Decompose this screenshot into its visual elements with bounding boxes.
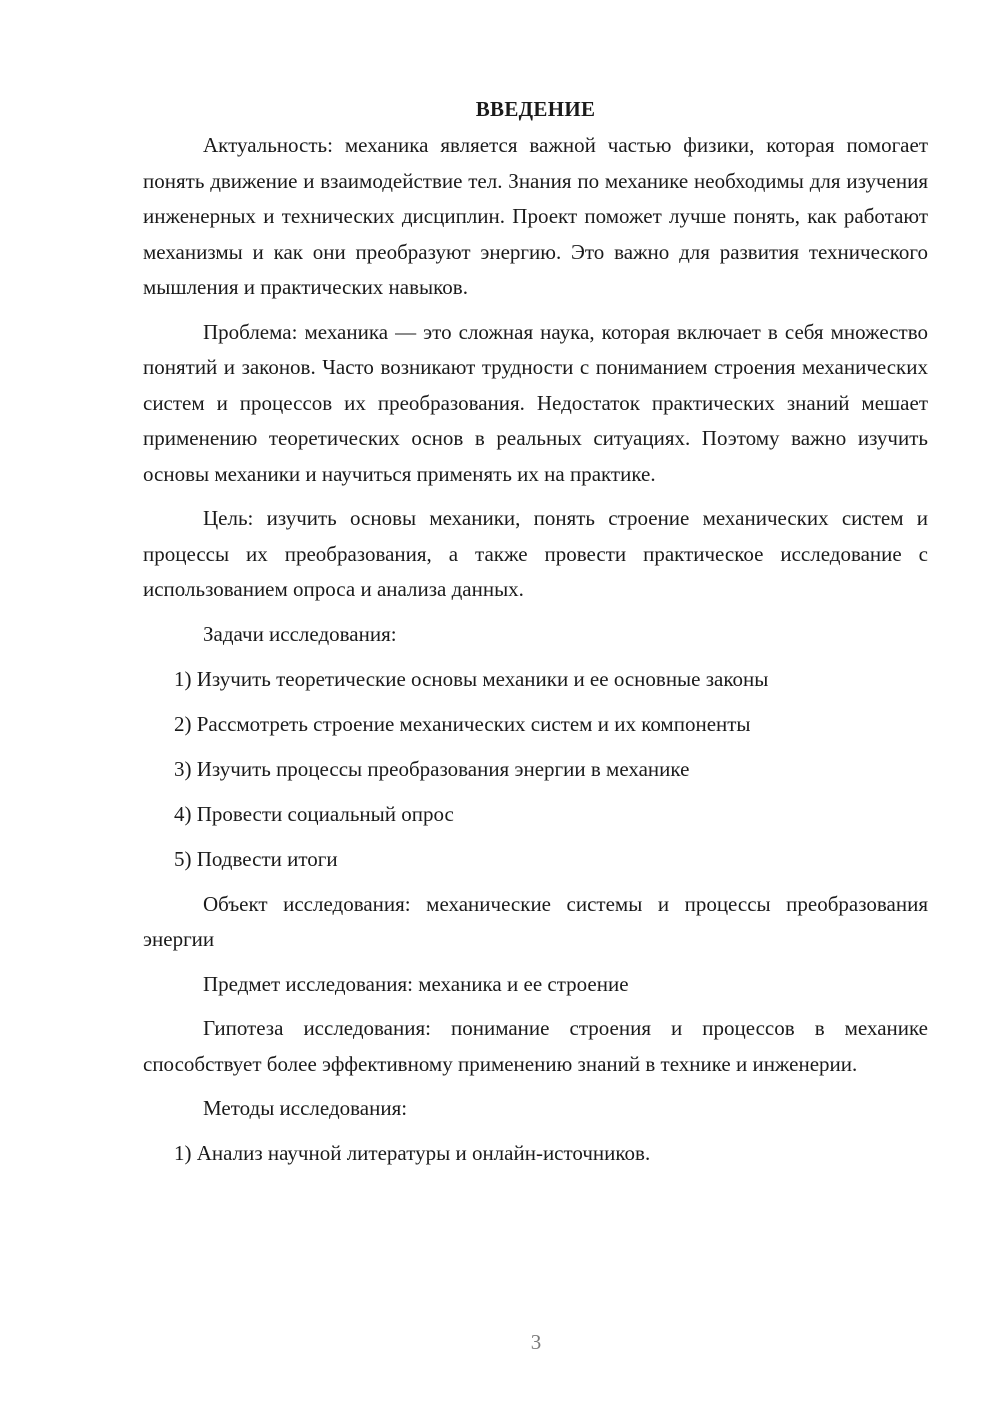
page-number: 3 — [530, 1330, 542, 1354]
object-paragraph: Объект исследования: механические системы и процессы преобразования энергии — [143, 891, 928, 951]
problem-paragraph: Проблема: механика — это сложная наука, которая включает в себя множество понятий и законов. Часто возникают трудности с пониманием строения механических систем и процессов их преобразования. Недостаток практических знаний мешает применению теоретических основ в реальных ситуациях. Поэтому важно изучить основы механики и научиться применять их на практике. — [143, 319, 928, 486]
goal-paragraph: Цель: изучить основы механики, понять строение механических систем и процессы их преобразования, а также провести практическое исследование с использованием опроса и анализа данных. — [143, 506, 928, 601]
tasks-heading: Задачи исследования: — [203, 621, 397, 646]
methods-heading: Методы исследования: — [203, 1096, 408, 1120]
section-title: ВВЕДЕНИЕ — [475, 97, 596, 121]
hypothesis-paragraph: Гипотеза исследования: понимание строения и процессов в механике способствует более эффективному применению знаний в технике и инженерии. — [143, 1016, 928, 1076]
task-item: 2) Рассмотреть строение механических систем и их компоненты — [174, 711, 751, 736]
task-item: 1) Изучить теоретические основы механики и ее основные законы — [174, 666, 769, 691]
relevance-paragraph: Актуальность: механика является важной частью физики, которая помогает понять движение и взаимодействие тел. Знания по механике необходимы для изучения инженерных и технических дисциплин. Проект поможет лучше понять, как работают механизмы и как они преобразуют энергию. Это важно для развития технического мышления и практических навыков. — [143, 133, 928, 299]
task-item: 3) Изучить процессы преобразования энергии в механике — [174, 756, 690, 781]
task-item: 5) Подвести итоги — [174, 846, 338, 871]
method-item: 1) Анализ научной литературы и онлайн-источников. — [174, 1141, 651, 1165]
document-page — [143, 92, 928, 1181]
task-item: 4) Провести социальный опрос — [174, 801, 454, 826]
subject-paragraph: Предмет исследования: механика и ее строение — [203, 971, 629, 996]
